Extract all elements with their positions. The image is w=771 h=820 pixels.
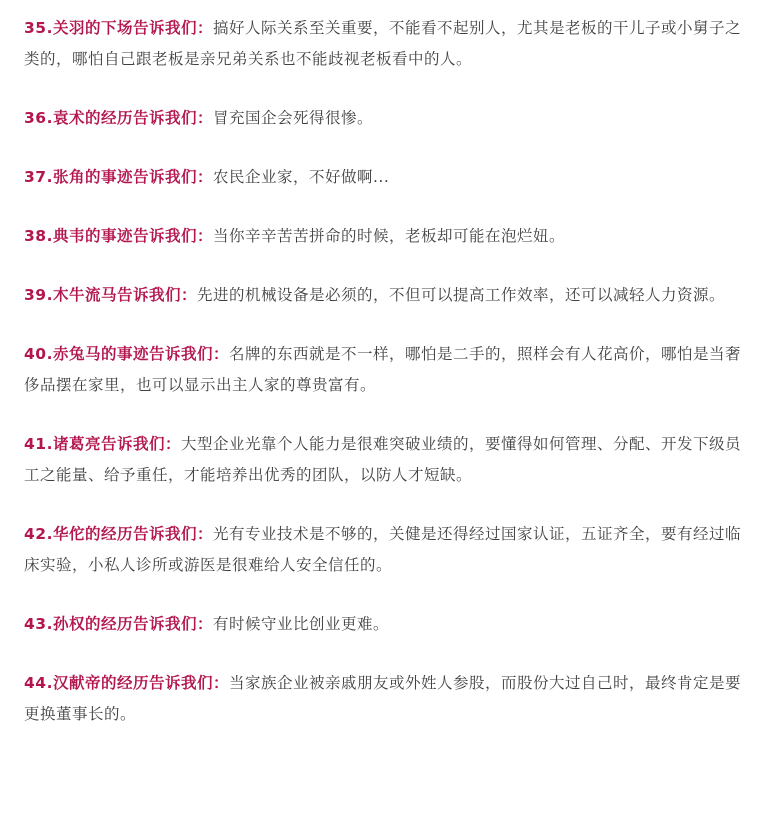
- entry-body: 当家族企业被亲戚朋友或外姓人参股，而股份大过自己时，最终肯定是要更换董事长的。: [24, 674, 741, 723]
- entry-title: 43.孙权的经历告诉我们：: [24, 615, 213, 633]
- entry-36: [24, 103, 747, 134]
- entry-body: 冒充国企会死得很惨。: [212, 109, 373, 127]
- entry-title: 38.典韦的事迹告诉我们：: [24, 227, 213, 245]
- entry-39: [24, 280, 747, 311]
- entry-43: [24, 609, 747, 640]
- entry-body: 搞好人际关系至关重要，不能看不起别人，尤其是老板的干儿子或小舅子之类的，哪怕自己跟老板是亲兄弟关系也不能歧视老板看中的人。: [24, 19, 741, 68]
- entry-title: 39.木牛流马告诉我们：: [24, 286, 197, 304]
- entry-body: 名牌的东西就是不一样，哪怕是二手的，照样会有人花高价，哪怕是当奢侈品摆在家里，也可以显示出主人家的尊贵富有。: [24, 345, 741, 394]
- entry-35: [24, 13, 747, 75]
- entry-title: 42.华佗的经历告诉我们：: [24, 525, 213, 543]
- entry-44: [24, 668, 747, 730]
- entry-title: 44.汉献帝的经历告诉我们：: [24, 674, 229, 692]
- entry-body: 当你辛辛苦苦拼命的时候，老板却可能在泡烂妞。: [212, 227, 565, 245]
- entry-title: 37.张角的事迹告诉我们：: [24, 168, 213, 186]
- entry-title: 35.关羽的下场告诉我们：: [24, 19, 213, 37]
- entry-40: [24, 339, 747, 401]
- entry-body: 农民企业家，不好做啊...: [212, 168, 390, 186]
- entry-title: 41.诸葛亮告诉我们：: [24, 435, 181, 453]
- entry-body: 有时候守业比创业更难。: [212, 615, 389, 633]
- entry-37: [24, 162, 747, 193]
- entry-title: 36.袁术的经历告诉我们：: [24, 109, 213, 127]
- entry-38: [24, 221, 747, 252]
- entry-body: 大型企业光靠个人能力是很难突破业绩的，要懂得如何管理、分配、开发下级员工之能量、给予重任，才能培养出优秀的团队，以防人才短缺。: [24, 435, 741, 484]
- entry-41: [24, 429, 747, 491]
- entry-42: [24, 519, 747, 581]
- entry-title: 40.赤兔马的事迹告诉我们：: [24, 345, 229, 363]
- entry-body: 光有专业技术是不够的，关健是还得经过国家认证，五证齐全，要有经过临床实验，小私人诊所或游医是很难给人安全信任的。: [24, 525, 741, 574]
- entry-body: 先进的机械设备是必须的，不但可以提高工作效率，还可以减轻人力资源。: [196, 286, 725, 304]
